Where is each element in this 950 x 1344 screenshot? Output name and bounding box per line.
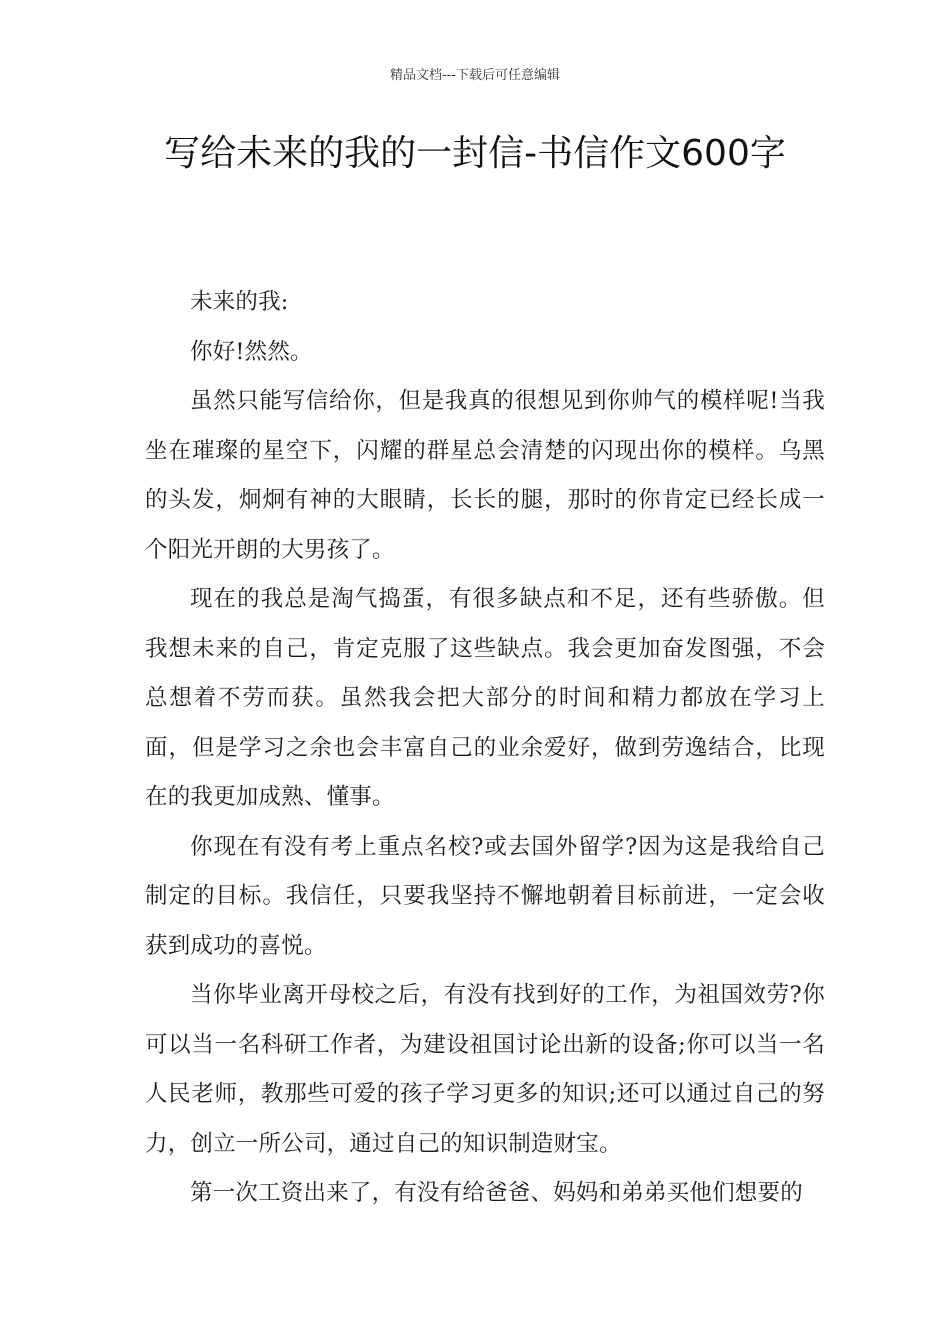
paragraph: 你现在有没有考上重点名校?或去国外留学?因为这是我给自己制定的目标。我信任，只要我坚持不懈地朝着目标前进，一定会收获到成功的喜悦。	[145, 833, 825, 959]
letter-body	[145, 278, 825, 1219]
paragraph: 虽然只能写信给你，但是我真的很想见到你帅气的模样呢!当我坐在璀璨的星空下，闪耀的群星总会清楚的闪现出你的模样。乌黑的头发，炯炯有神的大眼睛，长长的腿，那时的你肯定已经长成一个阳光开朗的大男孩了。	[145, 388, 825, 563]
paragraph: 当你毕业离开母校之后，有没有找到好的工作，为祖国效劳?你可以当一名科研工作者，为建设祖国讨论出新的设备;你可以当一名人民老师，教那些可爱的孩子学习更多的知识;还可以通过自己的努力，创立一所公司，通过自己的知识制造财宝。	[145, 982, 825, 1157]
header-note: 精品文档---下载后可任意编辑	[389, 68, 561, 83]
paragraph: 现在的我总是淘气捣蛋，有很多缺点和不足，还有些骄傲。但我想未来的自己，肯定克服了这些缺点。我会更加奋发图强，不会总想着不劳而获。虽然我会把大部分的时间和精力都放在学习上面，但是学习之余也会丰富自己的业余爱好，做到劳逸结合，比现在的我更加成熟、懂事。	[145, 586, 825, 810]
document-title: 写给未来的我的一封信-书信作文600字	[164, 133, 786, 174]
paragraph: 未来的我:	[190, 289, 289, 315]
paragraph: 第一次工资出来了，有没有给爸爸、妈妈和弟弟买他们想要的	[190, 1180, 803, 1206]
paragraph: 你好!然然。	[190, 338, 313, 365]
